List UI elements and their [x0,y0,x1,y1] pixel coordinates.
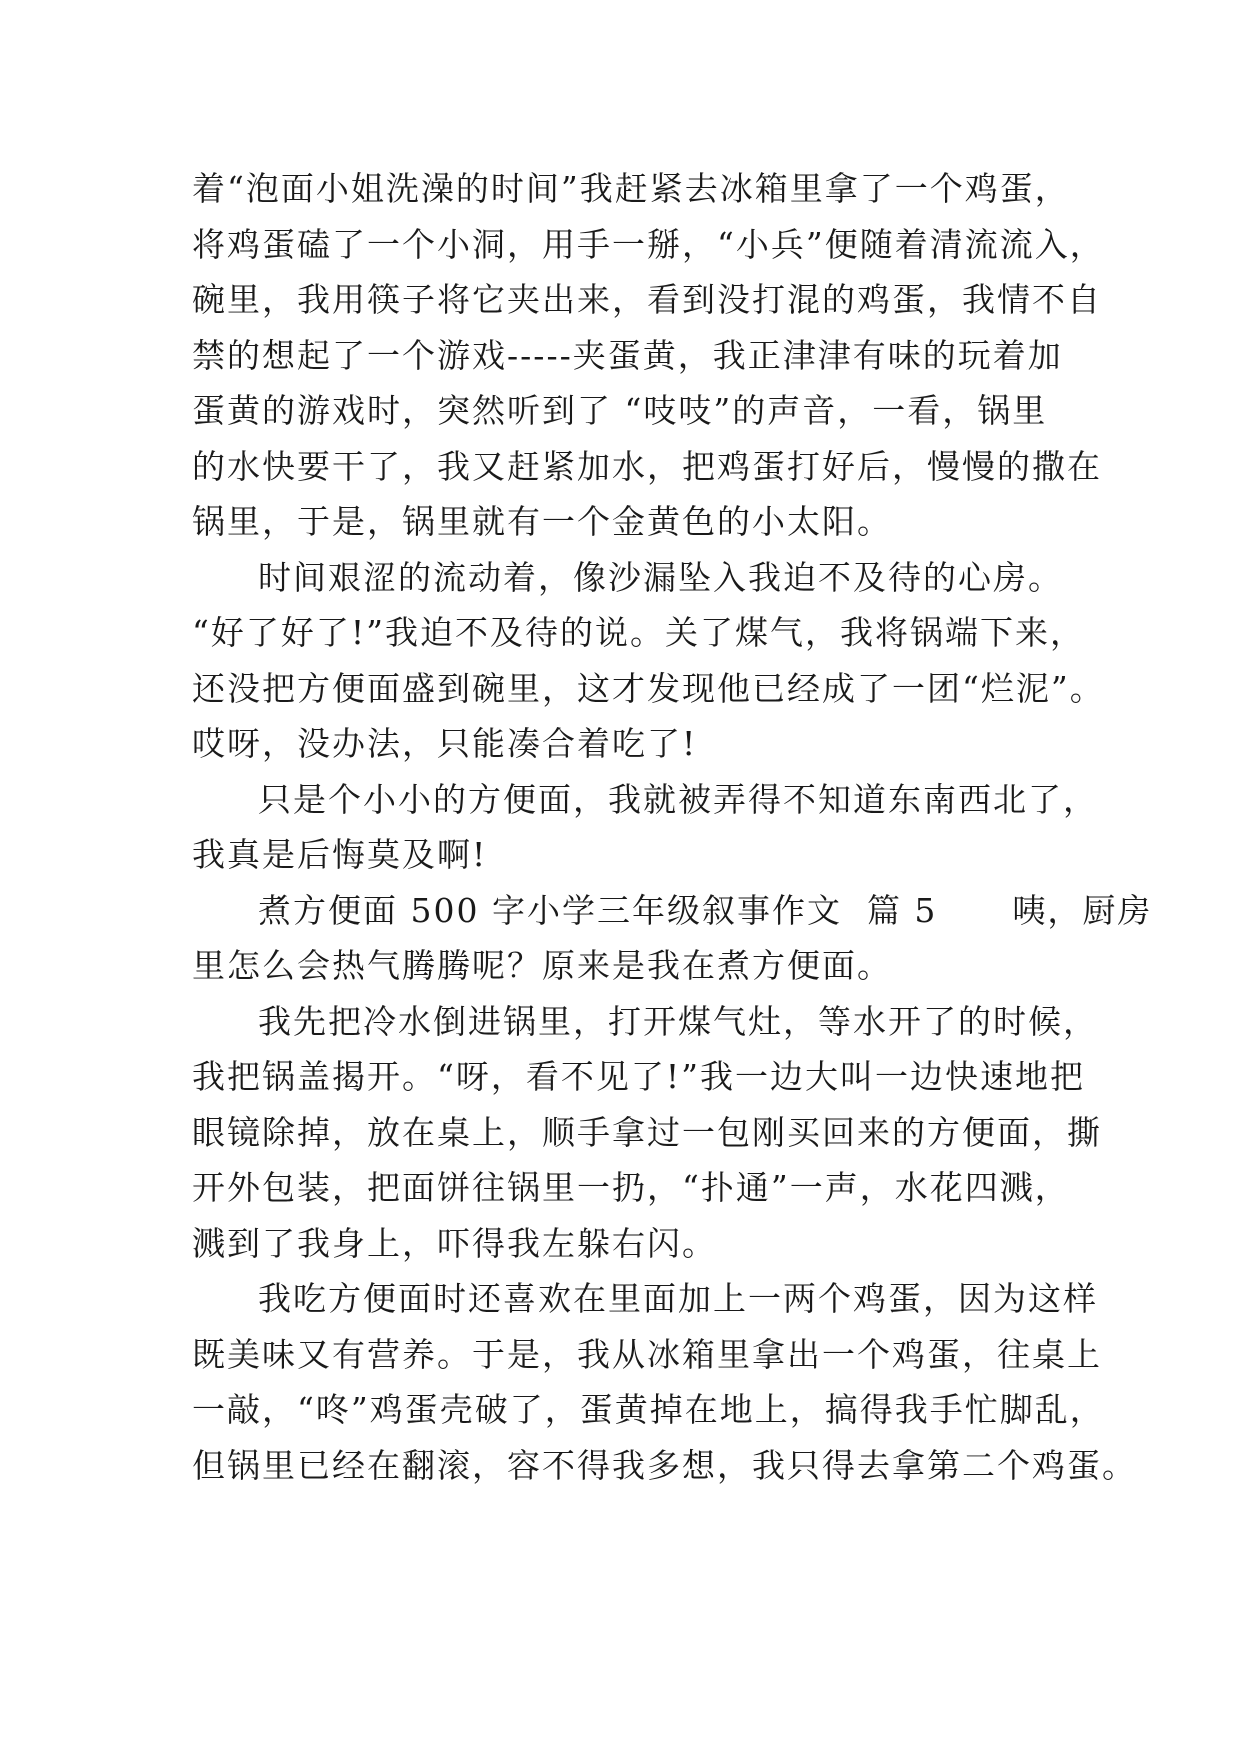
text-line: 哎呀，没办法，只能凑合着吃了! [192,724,698,763]
text-line: 既美味又有营养。于是，我从冰箱里拿出一个鸡蛋，往桌上 [192,1334,1102,1374]
text-line: 碗里，我用筷子将它夹出来，看到没打混的鸡蛋，我情不自 [192,280,1102,319]
text-line: 开外包装，把面饼往锅里一扔，“扑通”一声，水花四溅， [192,1168,1070,1207]
text-line: 还没把方便面盛到碗里，这才发现他已经成了一团“烂泥”。 [192,668,1105,708]
text-line: 的水快要干了，我又赶紧加水，把鸡蛋打好后，慢慢的撒在 [192,446,1102,486]
section-heading-line: 煮方便面 500 字小学三年级叙事作文 篇 5 咦，厨房 [258,890,1153,930]
text-line: 溅到了我身上，吓得我左躲右闪。 [192,1223,717,1263]
text-line: 将鸡蛋磕了一个小洞，用手一掰，“小兵”便随着清流流入， [192,224,1105,264]
paragraph-start-line: 我吃方便面时还喜欢在里面加上一两个鸡蛋，因为这样 [258,1279,1098,1318]
text-line: 但锅里已经在翻滚，容不得我多想，我只得去拿第二个鸡蛋。 [192,1445,1137,1485]
text-line: 我真是后悔莫及啊! [192,835,488,874]
text-line: 里怎么会热气腾腾呢？原来是我在煮方便面。 [192,946,892,985]
document-body [192,161,1153,1493]
text-line: 蛋黄的游戏时，突然听到了 “吱吱”的声音，一看，锅里 [192,391,1048,430]
paragraph-start-line: 只是个小小的方便面，我就被弄得不知道东南西北了， [258,779,1098,819]
paragraph-start-line: 我先把冷水倒进锅里，打开煤气灶，等水开了的时候， [258,1001,1098,1041]
text-line: “好了好了!”我迫不及待的说。关了煤气，我将锅端下来， [192,613,1086,652]
text-line: 锅里，于是，锅里就有一个金黄色的小太阳。 [192,502,892,541]
text-line: 眼镜除掉，放在桌上，顺手拿过一包刚买回来的方便面，撕 [192,1112,1102,1152]
paragraph-start-line: 时间艰涩的流动着，像沙漏坠入我迫不及待的心房。 [258,557,1063,597]
text-line: 我把锅盖揭开。“呀，看不见了!”我一边大叫一边快速地把 [192,1057,1086,1096]
text-line: 一敲，“咚”鸡蛋壳破了，蛋黄掉在地上，搞得我手忙脚乱， [192,1390,1105,1429]
text-line: 着“泡面小姐洗澡的时间”我赶紧去冰箱里拿了一个鸡蛋， [192,169,1070,208]
text-line: 禁的想起了一个游戏-----夹蛋黄，我正津津有味的玩着加 [192,335,1063,375]
